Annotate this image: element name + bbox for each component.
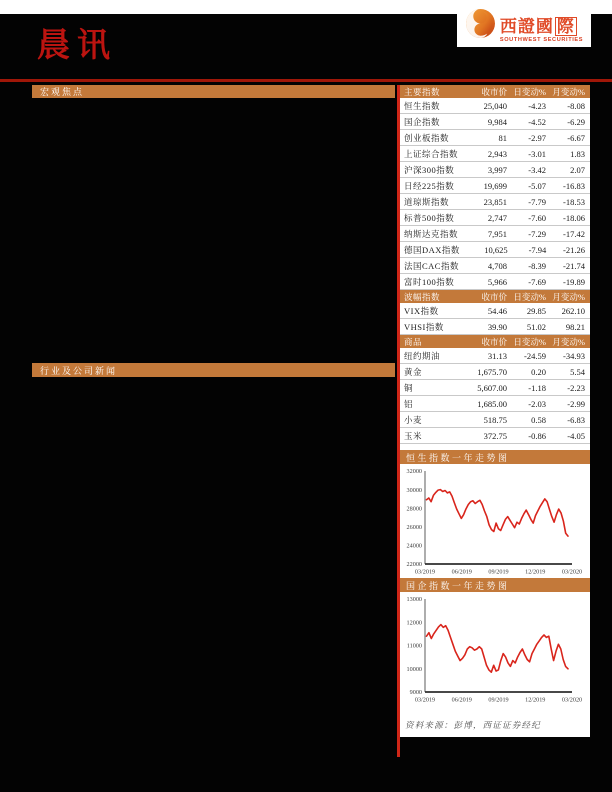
instrument-name: 日经225指数 [404, 180, 455, 191]
chart-title-hscei: 国企指数一年走势图 [400, 578, 590, 592]
value-cell: 2.07 [570, 164, 585, 175]
table-row [400, 303, 590, 319]
table-row [400, 162, 590, 178]
value-cell: 23,851 [483, 196, 507, 207]
value-cell: -17.42 [563, 228, 585, 239]
value-cell: -2.23 [567, 382, 585, 393]
column-header: 月变动% [552, 336, 585, 347]
value-cell: -7.79 [528, 196, 546, 207]
instrument-name: 上证综合指数 [404, 148, 459, 159]
value-cell: 39.90 [487, 321, 507, 332]
value-cell: -5.07 [528, 180, 546, 191]
value-cell: 2,747 [487, 212, 507, 223]
y-axis-tick-label: 13000 [406, 596, 422, 604]
logo-swirl-icon [465, 8, 496, 44]
value-cell: 0.20 [531, 366, 546, 377]
x-axis-tick-label: 09/2019 [488, 696, 509, 704]
value-cell: -18.53 [563, 196, 585, 207]
y-axis-tick-label: 32000 [406, 468, 422, 476]
value-cell: -2.97 [528, 132, 546, 143]
value-cell: -7.60 [528, 212, 546, 223]
instrument-name: 法国CAC指数 [404, 260, 459, 271]
value-cell: -18.06 [563, 212, 585, 223]
column-header: 月变动% [552, 86, 585, 97]
value-cell: -7.94 [528, 244, 547, 255]
value-cell: 4,708 [487, 260, 507, 271]
y-axis-tick-label: 24000 [406, 542, 422, 550]
x-axis-tick-label: 09/2019 [488, 568, 509, 576]
page-title: 晨讯 [37, 28, 117, 64]
x-axis-tick-label: 06/2019 [451, 696, 472, 704]
value-cell: 372.75 [483, 430, 507, 441]
value-cell: -4.23 [528, 100, 546, 111]
hsi-line-chart [400, 464, 590, 578]
value-cell: -16.83 [563, 180, 585, 191]
column-header: 收市价 [481, 336, 507, 347]
value-cell: -6.83 [567, 414, 585, 425]
column-header: 月变动% [552, 291, 585, 302]
source-note: 资料来源：彭博，西证证券经纪 [405, 720, 541, 730]
value-cell: 262.10 [561, 305, 585, 316]
table-row [400, 348, 590, 364]
value-cell: -0.86 [528, 430, 546, 441]
x-axis-tick-label: 06/2019 [451, 568, 472, 576]
instrument-name: 玉米 [404, 430, 423, 441]
value-cell: -2.03 [528, 398, 546, 409]
x-axis-tick-label: 03/2020 [561, 696, 583, 704]
value-cell: 81 [498, 132, 507, 143]
value-cell: 31.13 [487, 350, 507, 361]
table-section-header [400, 335, 590, 348]
logo-cn-main: 西證國 [499, 17, 554, 37]
value-cell: 2,943 [487, 148, 507, 159]
table-row [400, 210, 590, 226]
value-cell: 54.46 [487, 305, 507, 316]
value-cell: 518.75 [483, 414, 507, 425]
table-row [400, 380, 590, 396]
value-cell: -8.39 [528, 260, 546, 271]
chart-title-hsi: 恒生指数一年走势图 [400, 450, 590, 464]
hscei-line-chart [400, 592, 590, 706]
table-row [400, 258, 590, 274]
instrument-name: 恒生指数 [404, 100, 441, 111]
x-axis-tick-label: 03/2019 [414, 696, 436, 704]
market-table [400, 85, 590, 444]
column-header: 收市价 [481, 291, 507, 302]
table-row [400, 274, 590, 290]
value-cell: -7.69 [528, 276, 546, 287]
logo-english-name: SOUTHWEST SECURITIES [499, 37, 584, 44]
y-axis-tick-label: 10000 [406, 665, 422, 673]
y-axis-tick-label: 11000 [406, 642, 422, 650]
table-section-header [400, 85, 590, 98]
price-line-series [427, 490, 569, 536]
y-axis-tick-label: 12000 [406, 619, 422, 627]
value-cell: 5,966 [487, 276, 507, 287]
value-cell: -7.29 [528, 228, 546, 239]
instrument-name: 创业板指数 [404, 132, 450, 143]
table-section-header [400, 290, 590, 303]
instrument-name: 铜 [404, 382, 414, 393]
value-cell: 3,997 [487, 164, 507, 175]
instrument-name: 富时100指数 [404, 276, 455, 287]
y-axis-tick-label: 26000 [406, 524, 422, 531]
table-row [400, 396, 590, 412]
table-row [400, 364, 590, 380]
column-header: 商品 [404, 336, 423, 347]
table-row [400, 130, 590, 146]
value-cell: 29.85 [526, 305, 546, 316]
value-cell: -6.29 [567, 116, 585, 127]
table-row [400, 412, 590, 428]
value-cell: 1,675.70 [477, 366, 507, 377]
x-axis-tick-label: 12/2019 [525, 568, 546, 576]
value-cell: 5,607.00 [477, 382, 507, 393]
value-cell: -34.93 [563, 350, 585, 361]
instrument-name: VIX指数 [404, 305, 439, 316]
y-axis-tick-label: 9000 [409, 689, 422, 697]
instrument-name: VHSI指数 [404, 321, 444, 332]
market-data-panel [400, 85, 590, 737]
x-axis-tick-label: 03/2020 [561, 568, 583, 576]
value-cell: 25,040 [483, 100, 507, 111]
value-cell: -6.67 [567, 132, 585, 143]
value-cell: -2.99 [567, 398, 585, 409]
logo-chinese-name [500, 17, 583, 36]
value-cell: 19,699 [483, 180, 507, 191]
value-cell: -19.89 [563, 276, 585, 287]
logo-cn-boxed-char: 際 [556, 17, 575, 37]
table-row [400, 226, 590, 242]
section-label: 行业及公司新闻 [40, 365, 118, 376]
instrument-name: 道琼斯指数 [404, 196, 450, 207]
y-axis-tick-label: 30000 [406, 486, 422, 494]
value-cell: -21.74 [563, 260, 585, 271]
table-row [400, 178, 590, 194]
company-logo [457, 0, 591, 47]
section-header-macro-focus [32, 85, 395, 98]
value-cell: -1.18 [528, 382, 546, 393]
column-header: 日变动% [513, 86, 546, 97]
column-header: 波幅指数 [404, 291, 441, 302]
section-header-industry-news [32, 363, 395, 377]
value-cell: 5.54 [570, 366, 585, 377]
value-cell: -3.42 [528, 164, 546, 175]
value-cell: -4.05 [567, 430, 585, 441]
value-cell: -3.01 [528, 148, 546, 159]
header-divider-rule [0, 79, 612, 82]
column-header: 日变动% [513, 336, 546, 347]
column-header: 收市价 [481, 86, 507, 97]
value-cell: 7,951 [487, 228, 507, 239]
value-cell: 1.83 [570, 148, 585, 159]
instrument-name: 黄金 [404, 366, 423, 377]
value-cell: -8.08 [567, 100, 585, 111]
table-row [400, 242, 590, 258]
value-cell: -4.52 [528, 116, 546, 127]
value-cell: 1,685.00 [477, 398, 507, 409]
instrument-name: 纳斯达克指数 [404, 228, 459, 239]
value-cell: -24.59 [524, 350, 546, 361]
instrument-name: 纽约期油 [404, 350, 441, 361]
instrument-name: 铝 [404, 398, 414, 409]
instrument-name: 标普500指数 [404, 212, 455, 223]
value-cell: 98.21 [565, 321, 585, 332]
value-cell: 10,625 [484, 244, 508, 255]
section-label: 宏观焦点 [40, 87, 85, 97]
y-axis-tick-label: 22000 [406, 561, 422, 569]
table-row [400, 146, 590, 162]
table-row [400, 319, 590, 335]
x-axis-tick-label: 12/2019 [525, 696, 546, 704]
logo-text [500, 17, 583, 44]
instrument-name: 国企指数 [404, 116, 441, 127]
table-row [400, 98, 590, 114]
value-cell: 9,984 [487, 116, 507, 127]
column-header: 主要指数 [404, 86, 441, 97]
value-cell: 51.02 [526, 321, 546, 332]
instrument-name: 小麦 [404, 414, 423, 425]
value-cell: -21.26 [563, 244, 586, 255]
instrument-name: 沪深300指数 [404, 164, 455, 175]
table-row [400, 428, 590, 444]
table-row [400, 194, 590, 210]
y-axis-tick-label: 28000 [406, 505, 422, 513]
table-row [400, 114, 590, 130]
x-axis-tick-label: 03/2019 [414, 568, 436, 576]
column-header: 日变动% [513, 291, 546, 302]
value-cell: 0.58 [531, 414, 546, 425]
instrument-name: 德国DAX指数 [404, 244, 460, 255]
price-line-series [427, 625, 569, 673]
